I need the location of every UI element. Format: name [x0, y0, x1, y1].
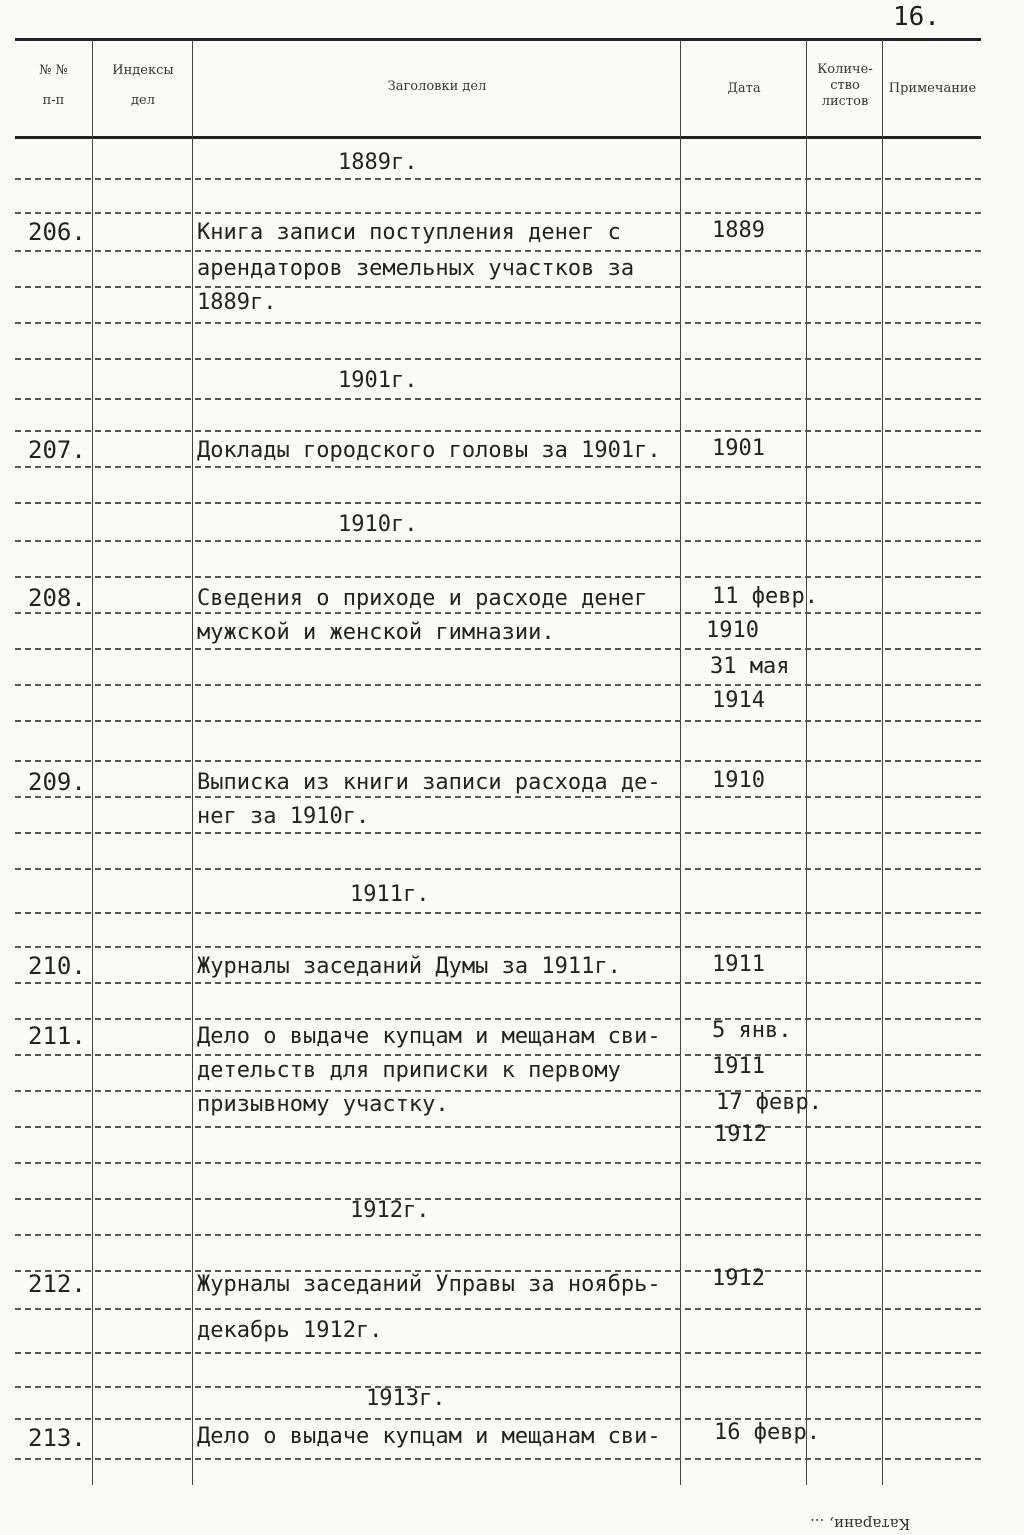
entry-208-title-line2: мужской и женской гимназии.	[197, 620, 555, 645]
ruled-line	[15, 576, 981, 578]
header-num-sub: п-п	[42, 93, 65, 108]
ruled-line	[15, 946, 981, 948]
entry-207-title-line1: Доклады городского головы за 1901г.	[197, 438, 661, 463]
year-heading-1901: 1901г.	[338, 368, 418, 393]
ruled-line	[15, 648, 981, 650]
ruled-line	[15, 1162, 981, 1164]
entry-211-title-line2: детельств для приписки к первому	[197, 1058, 621, 1083]
header-count	[808, 62, 882, 110]
ruled-line	[15, 466, 981, 468]
col-divider-4	[806, 40, 807, 1485]
header-bottom-rule	[15, 136, 981, 139]
entry-213-date: 16 февр.	[714, 1420, 820, 1445]
year-heading-1913: 1913г.	[366, 1386, 446, 1411]
entry-208-date-line3: 31 мая	[710, 654, 790, 679]
header-num	[15, 62, 92, 110]
year-heading-1889: 1889г.	[338, 150, 418, 175]
ruled-line	[15, 322, 981, 324]
header-note: Примечание	[888, 81, 977, 96]
ruled-line	[15, 1090, 981, 1092]
entry-208-title-line1: Сведения о приходе и расходе денег	[197, 586, 648, 611]
ruled-line	[15, 760, 981, 762]
header-index-sub: дел	[131, 93, 155, 108]
year-heading-1911: 1911г.	[350, 882, 430, 907]
entry-213-title-line1: Дело о выдаче купцам и мещанам сви-	[197, 1424, 661, 1449]
header-count-3: листов	[821, 94, 869, 109]
year-heading-1910: 1910г.	[338, 512, 418, 537]
entry-208-number: 208.	[28, 584, 86, 612]
header-index-label: Индексы	[112, 63, 174, 78]
entry-210-number: 210.	[28, 952, 86, 980]
ruled-line	[15, 868, 981, 870]
entry-211-date-line2: 1911	[712, 1054, 765, 1079]
entry-209-title-line1: Выписка из книги записи расхода де-	[197, 770, 661, 795]
ruled-line	[15, 430, 981, 432]
ruled-line	[15, 982, 981, 984]
entry-212-title-line2: декабрь 1912г.	[197, 1318, 383, 1343]
entry-211-date-line1: 5 янв.	[712, 1018, 792, 1043]
entry-206-date: 1889	[712, 218, 765, 243]
entry-213-number: 213.	[28, 1424, 86, 1452]
header-index	[94, 62, 192, 110]
entry-211-title-line1: Дело о выдаче купцам и мещанам сви-	[197, 1024, 661, 1049]
header-title: Заголовки дел	[387, 79, 487, 94]
ruled-line	[15, 612, 981, 614]
ruled-line	[15, 502, 981, 504]
col-divider-2	[192, 40, 193, 1485]
entry-208-date-line1: 11 февр.	[712, 584, 818, 609]
header-count-2: ство	[830, 78, 860, 93]
ruled-line	[15, 796, 981, 798]
entry-206-title-line3: 1889г.	[197, 290, 277, 315]
ruled-line	[15, 286, 981, 288]
col-divider-3	[680, 40, 681, 1485]
entry-211-title-line3: призывному участку.	[197, 1092, 449, 1117]
ruled-line	[15, 1458, 981, 1460]
ruled-line	[15, 832, 981, 834]
entry-209-title-line2: нег за 1910г.	[197, 804, 370, 829]
entry-211-number: 211.	[28, 1022, 86, 1050]
ruled-line	[15, 1126, 981, 1128]
header-date: Дата	[727, 81, 761, 96]
ruled-line	[15, 540, 981, 542]
entry-208-date-line2: 1910	[706, 618, 759, 643]
ruled-line	[15, 398, 981, 400]
entry-206-title-line2: арендаторов земельных участков за	[197, 256, 635, 281]
entry-212-date: 1912	[712, 1266, 765, 1291]
entry-209-date: 1910	[712, 768, 765, 793]
ruled-line	[15, 1352, 981, 1354]
entry-210-date: 1911	[712, 952, 765, 977]
ruled-line	[15, 912, 981, 914]
year-heading-1912: 1912г.	[350, 1198, 430, 1223]
entry-208-date-line4: 1914	[712, 688, 765, 713]
ruled-line	[15, 212, 981, 214]
entry-209-number: 209.	[28, 768, 86, 796]
col-divider-5	[882, 40, 883, 1485]
entry-206-number: 206.	[28, 218, 86, 246]
entry-212-number: 212.	[28, 1270, 86, 1298]
ruled-line	[15, 358, 981, 360]
ruled-line	[15, 1198, 981, 1200]
header-top-rule	[15, 38, 981, 41]
page-number: 16.	[893, 2, 940, 32]
ruled-line	[15, 1018, 981, 1020]
entry-207-number: 207.	[28, 436, 86, 464]
ruled-line	[15, 178, 981, 180]
ruled-line	[15, 684, 981, 686]
header-count-1: Количе-	[817, 62, 873, 77]
ruled-line	[15, 1386, 981, 1388]
ruled-line	[15, 720, 981, 722]
entry-211-date-line4: 1912	[714, 1122, 767, 1147]
entry-211-date-line3: 17 февр.	[716, 1090, 822, 1115]
entry-212-title-line1: Журналы заседаний Управы за ноябрь-	[197, 1272, 661, 1297]
ruled-line	[15, 1054, 981, 1056]
col-divider-1	[92, 40, 93, 1485]
ruled-line	[15, 1234, 981, 1236]
entry-207-date: 1901	[712, 436, 765, 461]
entry-206-title-line1: Книга записи поступления денег с	[197, 220, 621, 245]
ruled-line	[15, 1418, 981, 1420]
ruled-line	[15, 1308, 981, 1310]
footer-stamp-text: Катарани, ...	[810, 1515, 911, 1533]
entry-210-title-line1: Журналы заседаний Думы за 1911г.	[197, 954, 621, 979]
header-num-label: № №	[39, 63, 68, 78]
ruled-line	[15, 250, 981, 252]
